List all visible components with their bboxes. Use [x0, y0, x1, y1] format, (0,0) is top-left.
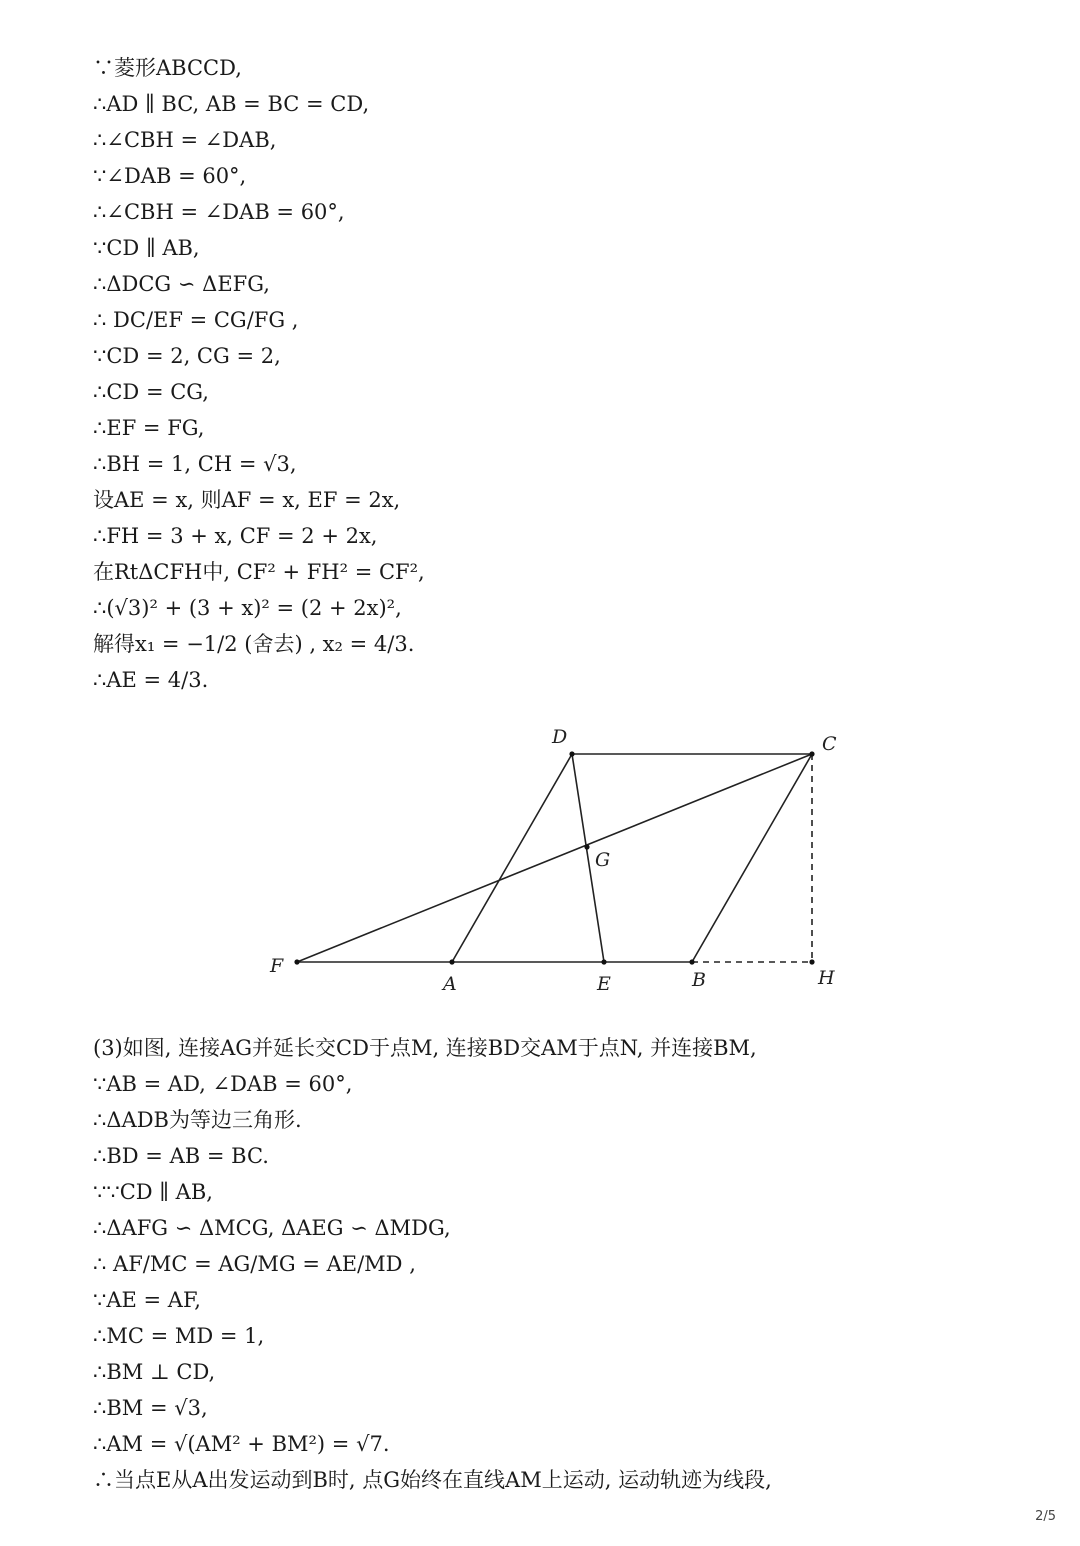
solution-line: ∴ AF/MC = AG/MG = AE/MD , — [93, 1252, 416, 1276]
solution-line: ∴BH = 1, CH = √3, — [93, 452, 297, 476]
label-G: G — [595, 849, 611, 871]
solution-line: ∴CD = CG, — [93, 380, 209, 404]
solution-line: ∴EF = FG, — [93, 416, 205, 440]
solution-line: (3)如图, 连接AG并延长交CD于点M, 连接BD交AM于点N, 并连接BM, — [93, 1036, 757, 1060]
page-number: 2/5 — [1035, 1509, 1056, 1524]
solution-line: ∵∵CD ∥ AB, — [93, 1180, 213, 1204]
solution-line: ∴AD ∥ BC, AB = BC = CD, — [93, 92, 370, 116]
point-G — [584, 844, 589, 849]
point-C — [809, 751, 814, 756]
solution-line: ∴∠CBH = ∠DAB = 60°, — [93, 200, 345, 224]
solution-line: 设AE = x, 则AF = x, EF = 2x, — [93, 488, 401, 512]
solution-line: ∴AM = √(AM² + BM²) = √7. — [93, 1432, 390, 1456]
label-D: D — [552, 726, 568, 748]
solution-line: ∴ΔAFG ∽ ΔMCG, ΔAEG ∽ ΔMDG, — [93, 1216, 451, 1240]
label-A: A — [443, 973, 457, 995]
solution-line: 在RtΔCFH中, CF² + FH² = CF², — [93, 560, 425, 584]
solution-line: ∴ΔDCG ∽ ΔEFG, — [93, 272, 270, 296]
solution-line: ∴BM = √3, — [93, 1396, 208, 1420]
solution-line: ∴MC = MD = 1, — [93, 1324, 265, 1348]
solution-line: ∵菱形ABCCD, — [93, 56, 242, 80]
solution-line: ∵CD = 2, CG = 2, — [93, 344, 281, 368]
label-F: F — [270, 955, 284, 977]
point-A — [449, 959, 454, 964]
solution-line: ∴BD = AB = BC. — [93, 1144, 269, 1168]
point-D — [569, 751, 574, 756]
solution-line: ∴当点E从A出发运动到B时, 点G始终在直线AM上运动, 运动轨迹为线段, — [93, 1468, 772, 1492]
solution-line: ∴BM ⊥ CD, — [93, 1360, 216, 1384]
point-B — [689, 959, 694, 964]
solution-line: ∴∠CBH = ∠DAB, — [93, 128, 277, 152]
label-B: B — [692, 969, 706, 991]
label-E: E — [597, 973, 611, 995]
solution-line: ∴FH = 3 + x, CF = 2 + 2x, — [93, 524, 378, 548]
point-E — [601, 959, 606, 964]
segment-BC — [692, 754, 812, 962]
solution-line: ∴ΔADB为等边三角形. — [93, 1108, 302, 1132]
solution-line: ∵AB = AD, ∠DAB = 60°, — [93, 1072, 353, 1096]
label-H: H — [818, 967, 835, 989]
point-H — [809, 959, 814, 964]
solution-line: ∵CD ∥ AB, — [93, 236, 200, 260]
solution-line: ∴ DC/EF = CG/FG , — [93, 308, 299, 332]
point-F — [294, 959, 299, 964]
solution-line: ∵AE = AF, — [93, 1288, 201, 1312]
solution-line: ∴AE = 4/3. — [93, 668, 209, 692]
label-C: C — [822, 733, 837, 755]
solution-line: ∵∠DAB = 60°, — [93, 164, 247, 188]
solution-line: 解得x₁ = −1/2 (舍去) , x₂ = 4/3. — [93, 632, 415, 656]
solution-line: ∴(√3)² + (3 + x)² = (2 + 2x)², — [93, 596, 402, 620]
